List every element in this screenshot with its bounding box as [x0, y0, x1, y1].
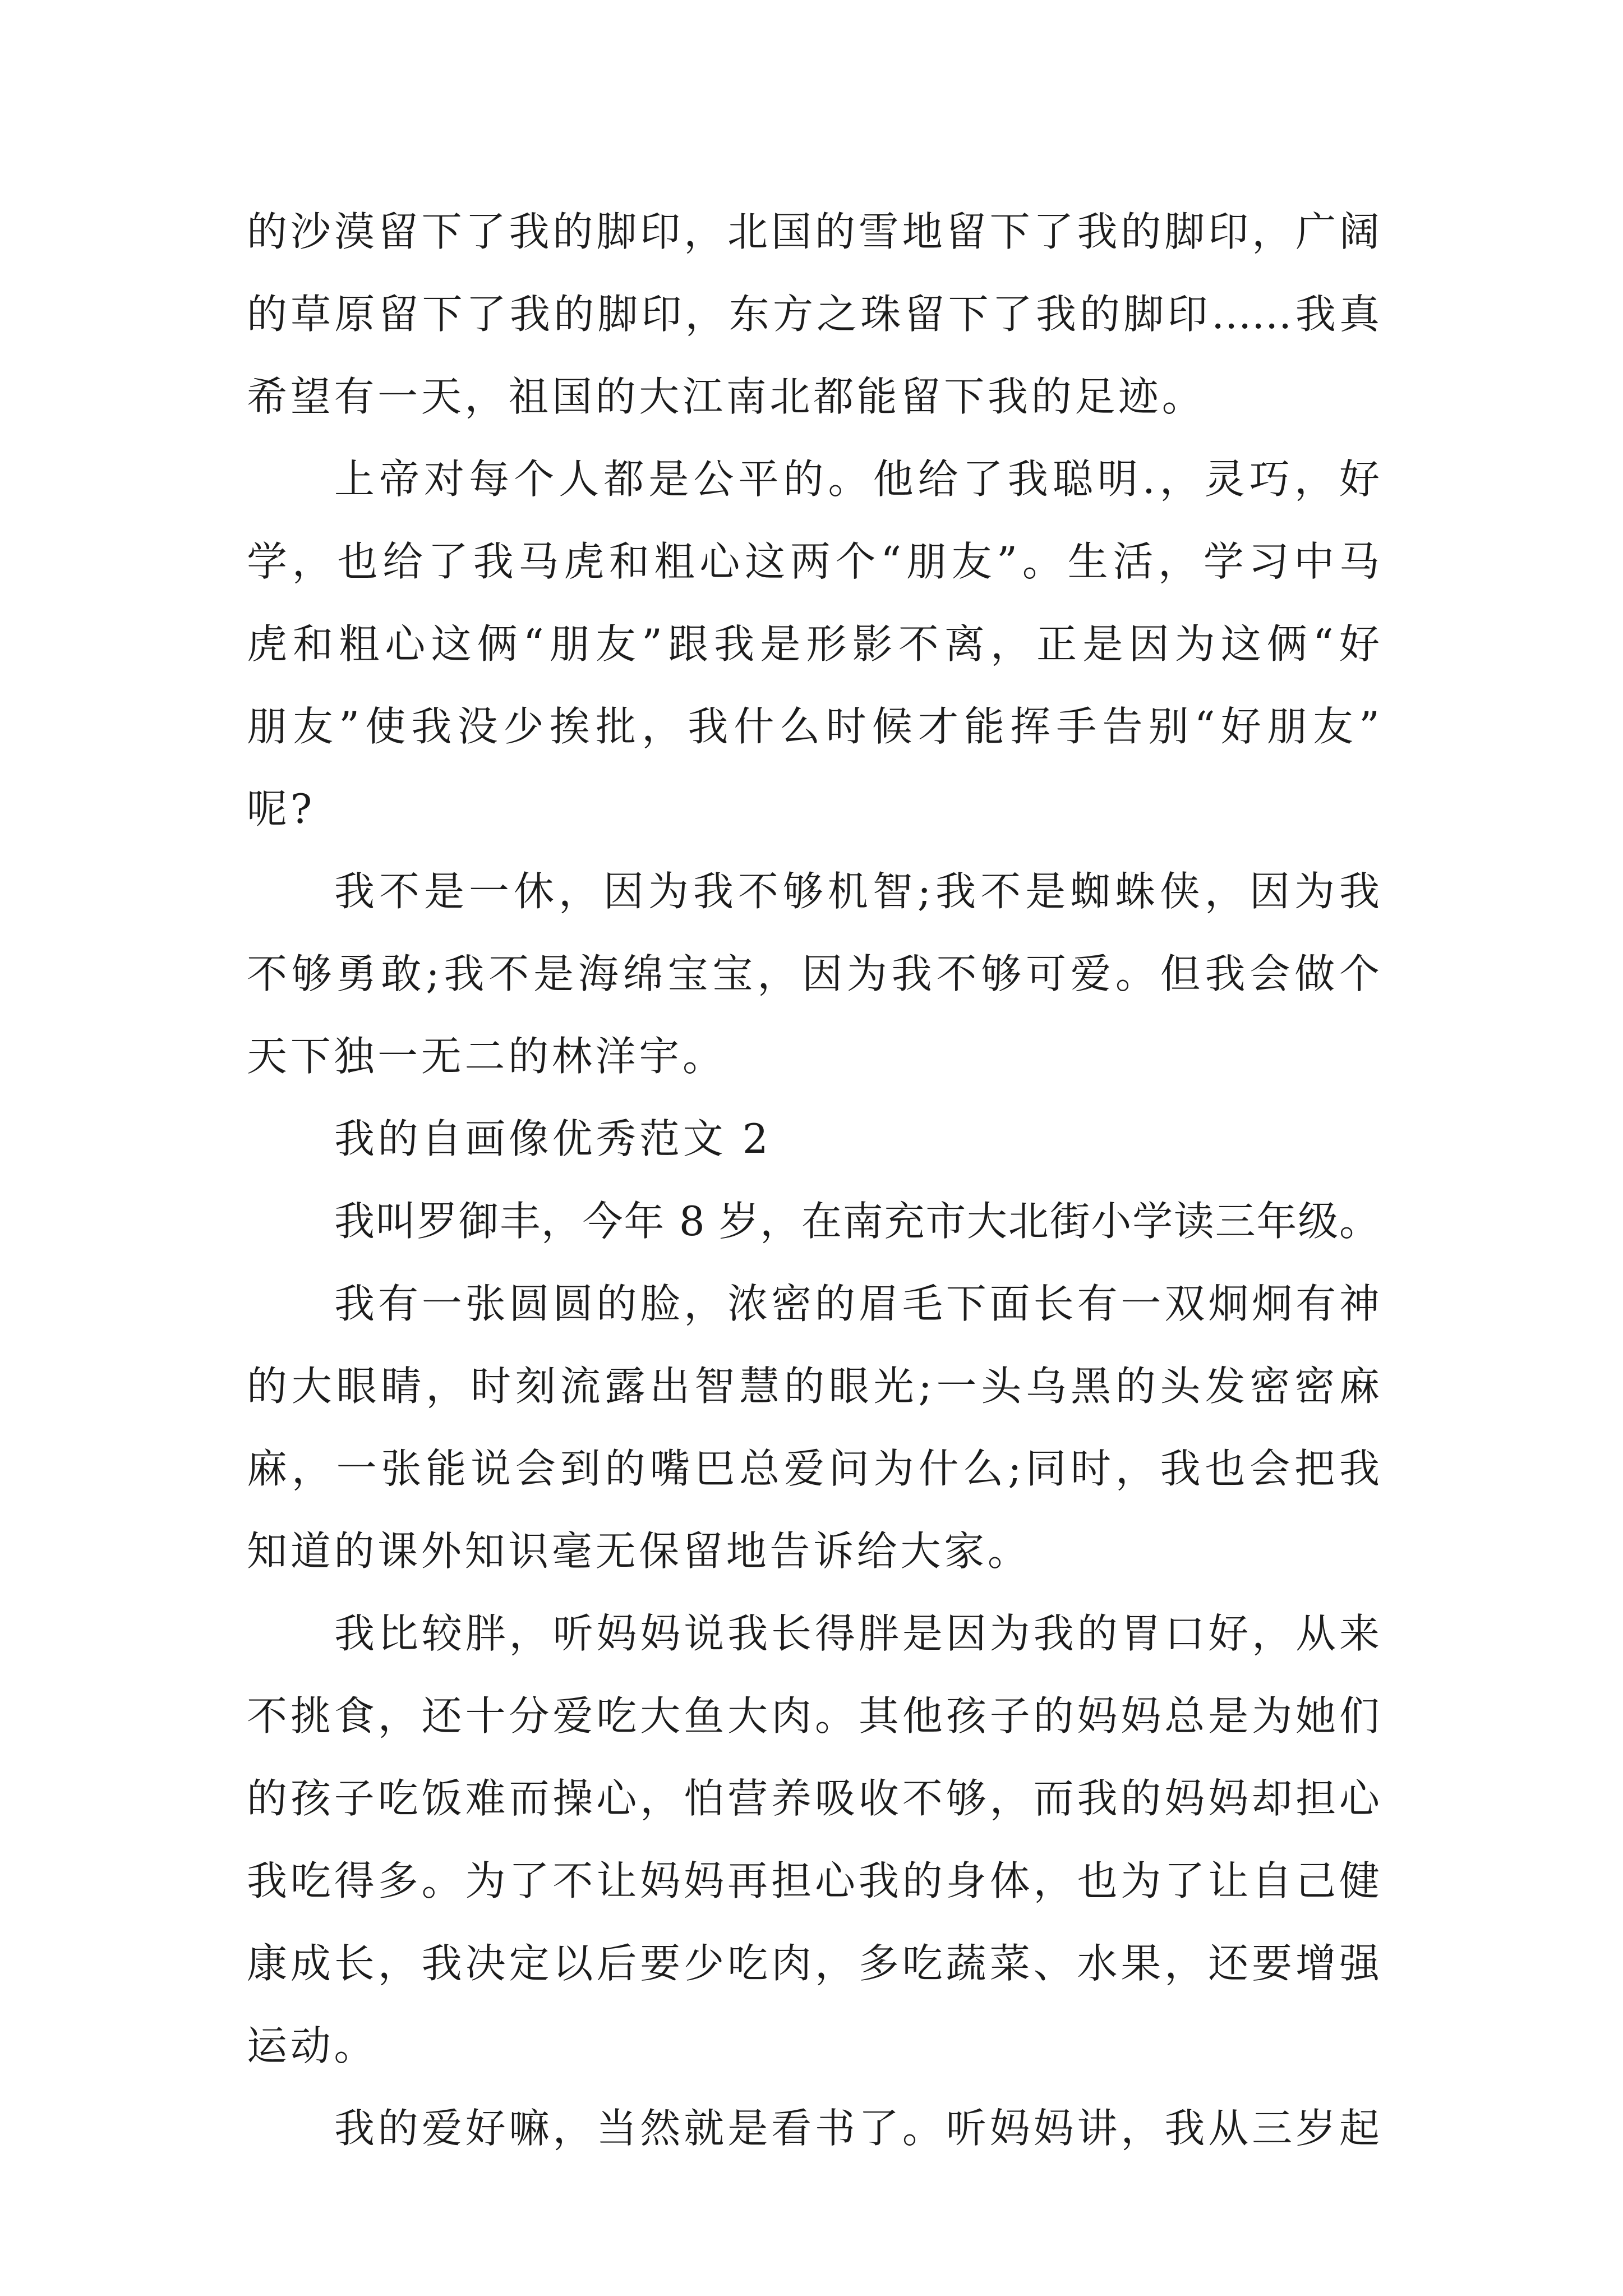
text-line: 的大眼睛，时刻流露出智慧的眼光;一头乌黑的头发密密麻 [247, 1363, 1380, 1410]
text-line: 我不是一休，因为我不够机智;我不是蜘蛛侠，因为我 [334, 868, 1380, 915]
text-line: 天下独一无二的林洋宇。 [247, 1033, 726, 1080]
section-title [247, 1098, 1380, 1180]
text-line: 希望有一天，祖国的大江南北都能留下我的足迹。 [247, 373, 1206, 420]
text-line: 呢? [247, 785, 316, 832]
paragraph [247, 1180, 1380, 1263]
text-line: 的草原留下了我的脚印，东方之珠留下了我的脚印……我真 [247, 291, 1380, 338]
text-line: 我的爱好嘛，当然就是看书了。听妈妈讲，我从三岁起 [334, 2105, 1380, 2152]
text-line: 不挑食，还十分爱吃大鱼大肉。其他孩子的妈妈总是为她们 [247, 1692, 1380, 1740]
text-line: 麻，一张能说会到的嘴巴总爱问为什么;同时，我也会把我 [247, 1445, 1380, 1492]
paragraph [247, 1263, 1380, 1593]
text-line: 虎和粗心这俩“朋友”跟我是形影不离，正是因为这俩“好 [247, 620, 1380, 668]
paragraph [247, 850, 1380, 1098]
body-text [247, 191, 1380, 2170]
paragraph [247, 191, 1380, 438]
text-line: 运动。 [247, 2022, 378, 2069]
text-line: 我有一张圆圆的脸，浓密的眉毛下面长有一双炯炯有神 [334, 1280, 1380, 1327]
text-line: 学，也给了我马虎和粗心这两个“朋友”。生活，学习中马 [247, 538, 1380, 585]
paragraph [247, 2087, 1380, 2170]
text-line: 我吃得多。为了不让妈妈再担心我的身体，也为了让自己健 [247, 1857, 1380, 1904]
text-line: 朋友”使我没少挨批，我什么时候才能挥手告别“好朋友” [247, 703, 1380, 750]
paragraph [247, 438, 1380, 850]
text-line: 我叫罗御丰，今年 8 岁，在南充市大北街小学读三年级。 [334, 1198, 1380, 1245]
text-line: 上帝对每个人都是公平的。他给了我聪明.，灵巧，好 [334, 455, 1380, 503]
text-line: 知道的课外知识毫无保留地告诉给大家。 [247, 1527, 1031, 1575]
text-line: 不够勇敢;我不是海绵宝宝，因为我不够可爱。但我会做个 [247, 950, 1380, 997]
text-line: 的沙漠留下了我的脚印，北国的雪地留下了我的脚印，广阔 [247, 208, 1380, 255]
text-line: 康成长，我决定以后要少吃肉，多吃蔬菜、水果，还要增强 [247, 1940, 1380, 1987]
paragraph [247, 1593, 1380, 2087]
text-line: 的孩子吃饭难而操心，怕营养吸收不够，而我的妈妈却担心 [247, 1775, 1380, 1822]
section-title-line: 我的自画像优秀范文 2 [334, 1115, 772, 1162]
text-line: 我比较胖，听妈妈说我长得胖是因为我的胃口好，从来 [334, 1610, 1380, 1657]
